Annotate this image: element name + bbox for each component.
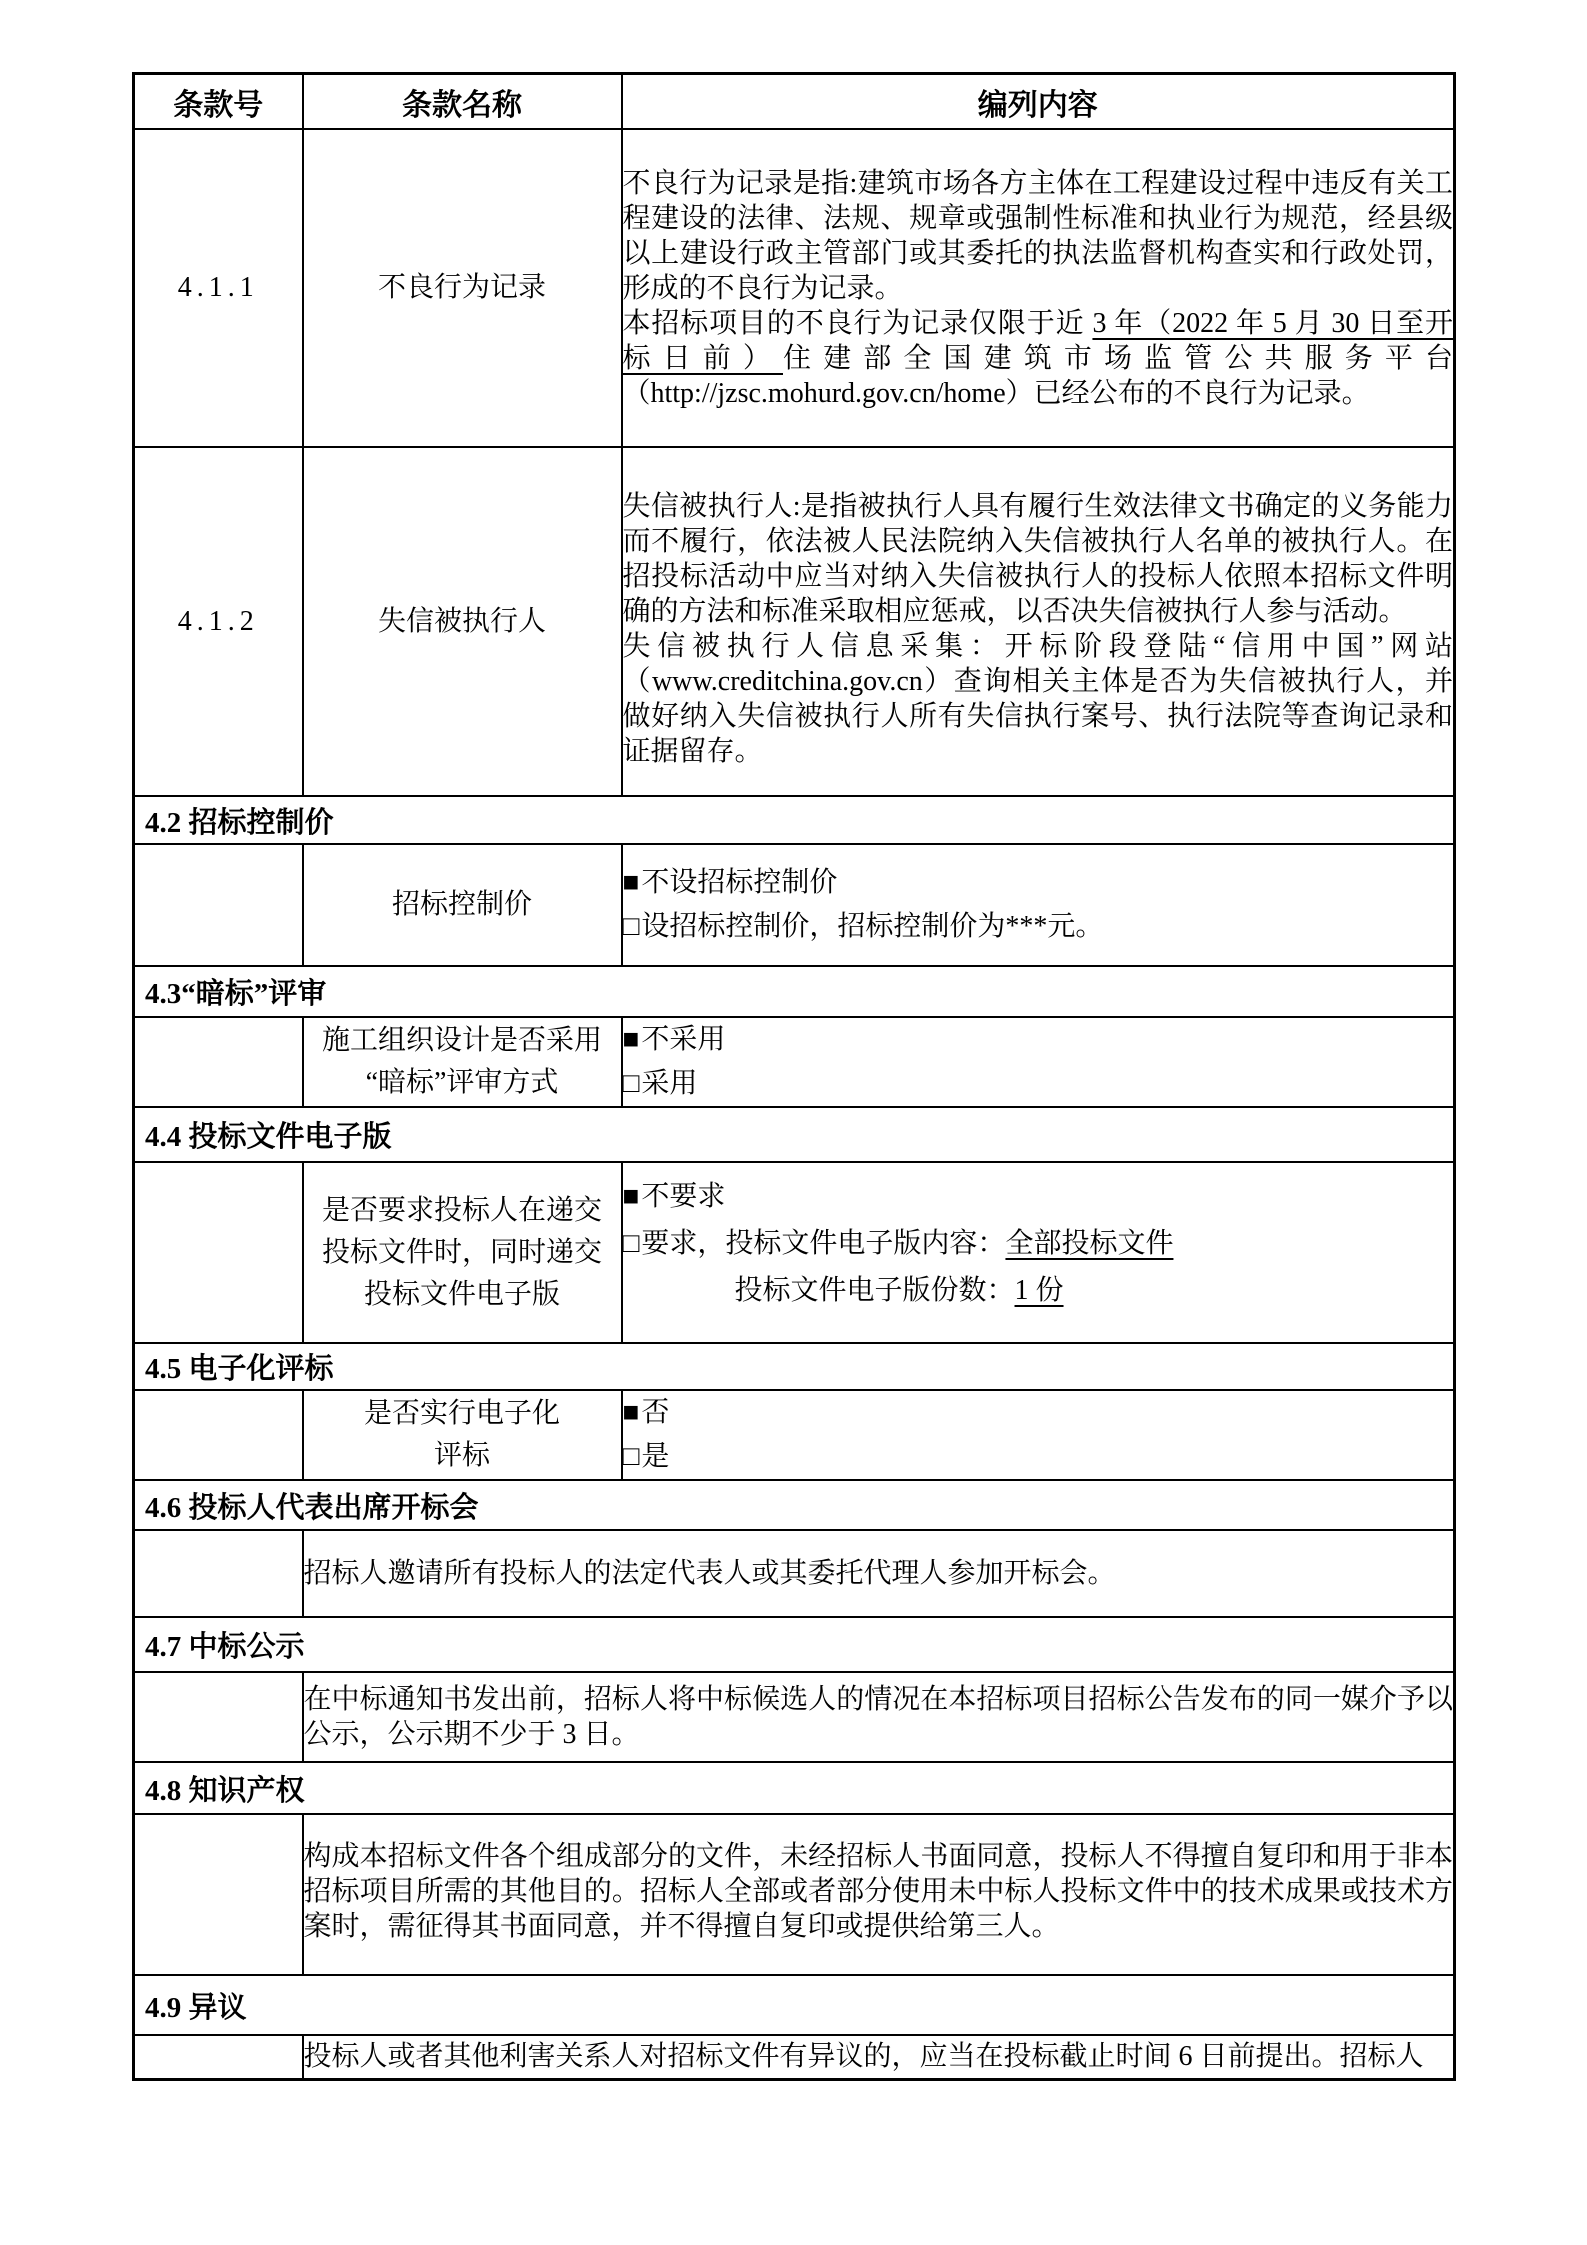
clause-row-4-5 xyxy=(134,1390,1455,1480)
checkbox-filled-icon: ■ xyxy=(622,1024,640,1055)
content-cell xyxy=(622,844,1455,966)
clause-row-4-2 xyxy=(134,844,1455,966)
section-row-4-9 xyxy=(134,1975,1455,2035)
option-label: 不要求 xyxy=(641,1181,726,1212)
option-line xyxy=(623,1062,1454,1106)
text-segment: 本招标项目的不良行为记录仅限于近 xyxy=(622,307,1093,339)
clause-name-cell xyxy=(303,1017,622,1107)
option-line xyxy=(623,1435,1454,1479)
section-title: 4.5 电子化评标 xyxy=(134,1343,1455,1390)
section-title: 4.6 投标人代表出席开标会 xyxy=(134,1480,1455,1530)
option-label: 要求，投标文件电子版内容： xyxy=(641,1228,1006,1259)
checkbox-filled-icon: ■ xyxy=(622,867,640,898)
paragraph xyxy=(623,306,1454,411)
checkbox-empty-icon: □ xyxy=(622,1068,640,1099)
clauses-table xyxy=(132,72,1456,2081)
section-row-4-7 xyxy=(134,1617,1455,1672)
checkbox-empty-icon: □ xyxy=(622,911,640,942)
content-cell: 招标人邀请所有投标人的法定代表人或其委托代理人参加开标会。 xyxy=(303,1530,1455,1617)
name-line: 投标文件时，同时递交 xyxy=(321,1236,602,1268)
clause-row-4-3 xyxy=(134,1017,1455,1107)
clause-name-cell: 招标控制价 xyxy=(303,844,622,966)
clause-name-cell: 不良行为记录 xyxy=(303,129,622,447)
section-title: 4.8 知识产权 xyxy=(134,1762,1455,1814)
clause-no-cell-empty xyxy=(134,2035,303,2079)
clause-row-4-9 xyxy=(134,2035,1455,2079)
section-row-4-3 xyxy=(134,966,1455,1017)
content-cell xyxy=(622,447,1455,796)
section-row-4-6 xyxy=(134,1480,1455,1530)
content-cell: 构成本招标文件各个组成部分的文件，未经招标人书面同意，投标人不得擅自复印和用于非本招标项目所需的其他目的。招标人全部或者部分使用未中标人投标文件中的技术成果或技术方案时，需征得其书面同意，并不得擅自复印或提供给第三人。 xyxy=(303,1814,1455,1975)
name-line: 是否要求投标人在递交 xyxy=(321,1194,602,1226)
option-label: 是 xyxy=(641,1441,670,1472)
clause-row-4-1-2 xyxy=(134,447,1455,796)
clause-no-cell: 4.1.1 xyxy=(134,129,303,447)
checkbox-filled-icon: ■ xyxy=(622,1181,640,1212)
underlined-text: 1 份 xyxy=(1014,1275,1064,1306)
section-title: 4.4 投标文件电子版 xyxy=(134,1107,1455,1162)
option-line xyxy=(623,1018,1454,1062)
clause-row-4-8 xyxy=(134,1814,1455,1975)
clause-no-cell-empty xyxy=(134,1814,303,1975)
content-cell: 在中标通知书发出前，招标人将中标候选人的情况在本招标项目招标公告发布的同一媒介予以公示，公示期不少于 3 日。 xyxy=(303,1672,1455,1762)
option-line xyxy=(623,1220,1454,1267)
option-line xyxy=(623,1391,1454,1435)
option-label: 否 xyxy=(641,1397,670,1428)
name-line: 投标文件电子版 xyxy=(363,1278,560,1310)
option-label: 采用 xyxy=(641,1068,698,1099)
section-title: 4.2 招标控制价 xyxy=(134,796,1455,844)
clause-row-4-6 xyxy=(134,1530,1455,1617)
clause-name-cell: 失信被执行人 xyxy=(303,447,622,796)
text-segment: 住建部全国建筑市场监管公共服务平台（http://jzsc.mohurd.gov.cn/home）已经公布的不良行为记录。 xyxy=(622,342,1453,409)
name-line: 是否实行电子化 xyxy=(363,1398,560,1429)
clause-no-cell-empty xyxy=(134,1672,303,1762)
header-clause-name: 条款名称 xyxy=(303,74,622,130)
clause-no-cell-empty xyxy=(134,1390,303,1480)
section-title: 4.9 异议 xyxy=(134,1975,1455,2035)
checkbox-filled-icon: ■ xyxy=(622,1397,640,1428)
underlined-text: 3 年（2022 年 5 月 30 日至开标日前） xyxy=(622,307,1453,374)
clause-no-cell: 4.1.2 xyxy=(134,447,303,796)
clause-row-4-7 xyxy=(134,1672,1455,1762)
option-label: 不设招标控制价 xyxy=(641,867,838,898)
clause-row-4-4 xyxy=(134,1162,1455,1343)
option-line xyxy=(623,905,1454,949)
section-row-4-2 xyxy=(134,796,1455,844)
content-cell xyxy=(622,1162,1455,1343)
name-line: “暗标”评审方式 xyxy=(365,1067,559,1098)
option-line xyxy=(623,1173,1454,1220)
option-label: 投标文件电子版份数： xyxy=(734,1275,1015,1306)
option-label: 设招标控制价，招标控制价为***元。 xyxy=(641,911,1104,942)
header-clause-no: 条款号 xyxy=(134,74,303,130)
option-line xyxy=(623,861,1454,905)
section-row-4-8 xyxy=(134,1762,1455,1814)
section-title: 4.3“暗标”评审 xyxy=(134,966,1455,1017)
clause-no-cell-empty xyxy=(134,844,303,966)
option-line xyxy=(623,1267,1454,1314)
option-label: 不采用 xyxy=(641,1024,726,1055)
clause-name-cell xyxy=(303,1390,622,1480)
content-cell xyxy=(622,1390,1455,1480)
section-row-4-4 xyxy=(134,1107,1455,1162)
name-line: 评标 xyxy=(433,1440,490,1471)
checkbox-empty-icon: □ xyxy=(622,1441,640,1472)
clause-row-4-1-1 xyxy=(134,129,1455,447)
paragraph: 不良行为记录是指:建筑市场各方主体在工程建设过程中违反有关工程建设的法律、法规、规章或强制性标准和执业行为规范，经县级以上建设行政主管部门或其委托的执法监督机构查实和行政处罚，形成的不良行为记录。 xyxy=(622,167,1453,304)
content-cell: 投标人或者其他利害关系人对招标文件有异议的，应当在投标截止时间 6 日前提出。招标人 xyxy=(303,2035,1455,2079)
paragraph: 失信被执行人:是指被执行人具有履行生效法律文书确定的义务能力而不履行，依法被人民法院纳入失信被执行人名单的被执行人。在招投标活动中应当对纳入失信被执行人的投标人依照本招标文件明确的方法和标准采取相应惩戒，以否决失信被执行人参与活动。 xyxy=(622,490,1453,627)
clause-no-cell-empty xyxy=(134,1162,303,1343)
name-line: 施工组织设计是否采用 xyxy=(321,1025,602,1056)
clause-no-cell-empty xyxy=(134,1530,303,1617)
section-title: 4.7 中标公示 xyxy=(134,1617,1455,1672)
header-content: 编列内容 xyxy=(622,74,1455,130)
checkbox-empty-icon: □ xyxy=(622,1228,640,1259)
paragraph: 失信被执行人信息采集：开标阶段登陆“信用中国”网站（www.creditchina.gov.cn）查询相关主体是否为失信被执行人，并做好纳入失信被执行人所有失信执行案号、执行法院等查询记录和证据留存。 xyxy=(622,630,1453,767)
section-row-4-5 xyxy=(134,1343,1455,1390)
underlined-text: 全部投标文件 xyxy=(1005,1228,1174,1259)
clause-name-cell xyxy=(303,1162,622,1343)
table-header-row xyxy=(134,74,1455,130)
content-cell xyxy=(622,1017,1455,1107)
content-cell xyxy=(622,129,1455,447)
clause-no-cell-empty xyxy=(134,1017,303,1107)
